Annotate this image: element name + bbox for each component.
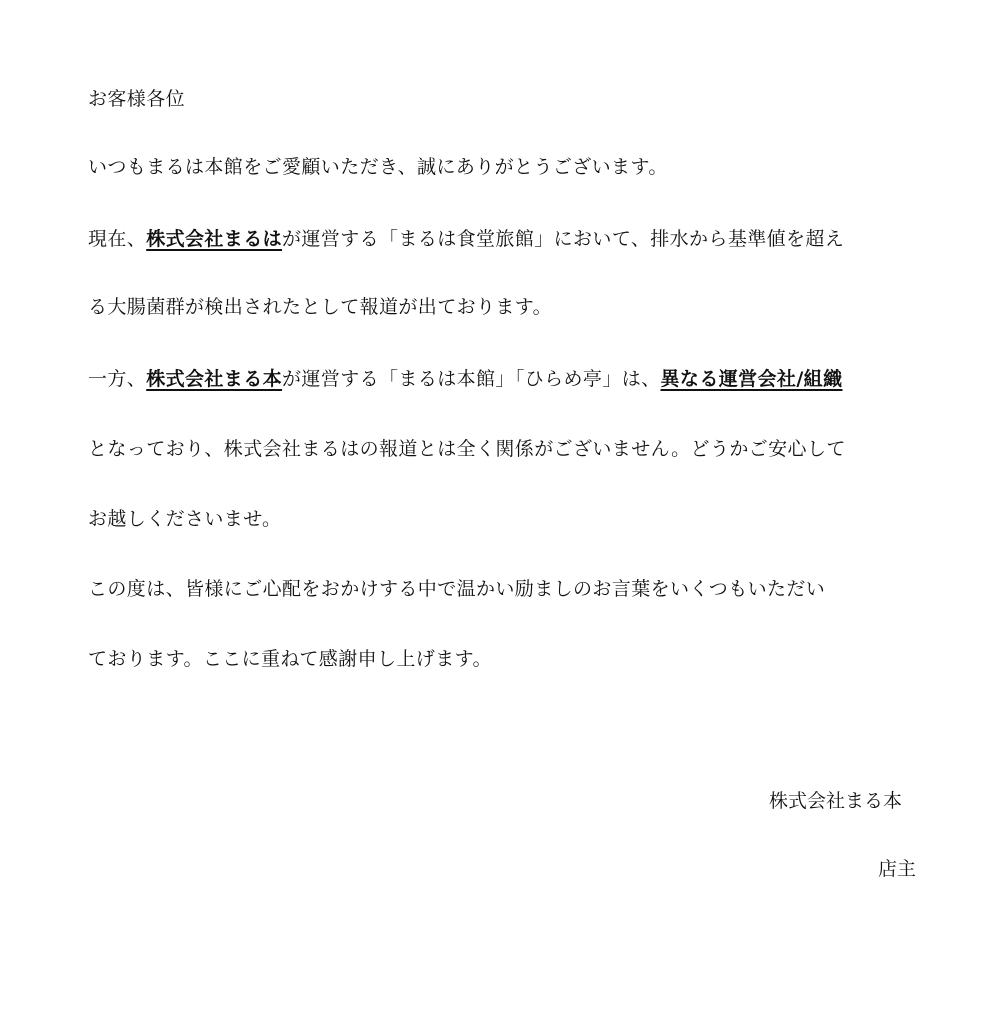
company-name-marumoto: 株式会社まる本	[146, 368, 283, 390]
text-segment: 現在、	[88, 228, 147, 250]
paragraph-clarification-line-2: となっており、株式会社まるはの報道とは全く関係がございません。どうかご安心して	[88, 438, 846, 460]
paragraph-thanks-line-2: ております。ここに重ねて感謝申し上げます。	[88, 648, 492, 670]
different-operator-emphasis: 異なる運営会社/組織	[660, 368, 843, 390]
salutation: お客様各位	[88, 88, 186, 110]
text-segment: が運営する「まるは食堂旅館」において、排水から基準値を超え	[282, 228, 845, 250]
paragraph-clarification-line-3: お越しくださいませ。	[88, 508, 282, 530]
text-segment: が運営する「まるは本館」「ひらめ亭」は、	[282, 368, 661, 390]
paragraph-news-line-2: る大腸菌群が検出されたとして報道が出ております。	[88, 296, 553, 318]
signature-title: 店主	[877, 858, 916, 880]
paragraph-greeting: いつもまるは本館をご愛顧いただき、誠にありがとうございます。	[88, 156, 668, 178]
paragraph-clarification-line-1	[88, 366, 842, 392]
paragraph-thanks-line-1: この度は、皆様にご心配をおかけする中で温かい励ましのお言葉をいくつもいただい	[88, 578, 826, 600]
signature-company: 株式会社まる本	[768, 790, 902, 812]
company-name-maruha: 株式会社まるは	[146, 228, 283, 250]
paragraph-news-line-1	[88, 226, 844, 252]
text-segment: 一方、	[88, 368, 147, 390]
